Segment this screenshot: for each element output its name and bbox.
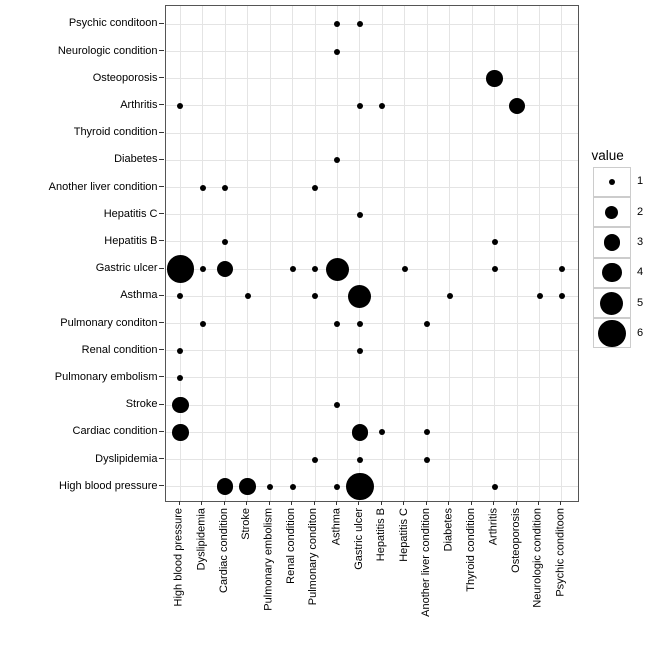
axis-tick [246,501,247,506]
x-axis-label: Thyroid condition [464,507,477,592]
legend-value-label: 6 [637,326,644,339]
x-axis-label: Gastric ulcer [352,507,365,570]
axis-tick [381,501,382,506]
x-axis-label: Hepatitis C [397,507,410,562]
data-point [326,258,349,281]
axis-tick [314,501,315,506]
data-point [172,424,189,441]
data-point [217,478,234,495]
gridline [166,377,578,378]
x-axis-label: Cardiac condition [217,507,230,593]
data-point [312,266,318,272]
data-point [290,266,296,272]
axis-tick [159,213,164,214]
axis-tick [159,186,164,187]
gridline [517,6,518,501]
y-axis-label: Osteoporosis [92,71,158,84]
gridline [202,6,203,501]
axis-tick [403,501,404,506]
axis-tick [426,501,427,506]
data-point [492,239,498,245]
y-axis-label: Another liver condition [48,180,158,193]
data-point [379,103,385,109]
gridline [561,6,562,501]
axis-tick [159,159,164,160]
axis-tick [291,501,292,506]
data-point [334,402,340,408]
axis-tick [159,295,164,296]
axis-tick [159,431,164,432]
data-point [334,21,340,27]
legend-value-label: 2 [637,205,644,218]
legend-value-label: 5 [637,296,644,309]
data-point [424,321,430,327]
data-point [334,484,340,490]
data-point [239,478,256,495]
data-point [222,239,228,245]
x-axis-label: Renal condition [285,507,298,584]
legend-key-dot-icon [605,206,618,219]
axis-tick [516,501,517,506]
gridline [247,6,248,501]
data-point [348,285,371,308]
data-point [357,457,363,463]
y-axis-label: Dyslipidemia [95,452,158,465]
data-point [290,484,296,490]
y-axis-label: Arthritis [120,98,158,111]
legend-key-dot-icon [600,292,623,315]
axis-tick [493,501,494,506]
axis-tick [159,50,164,51]
x-axis-label: Arthritis [487,507,500,545]
gridline [337,6,338,501]
data-point [200,185,206,191]
data-point [217,261,234,278]
axis-tick [159,132,164,133]
x-axis-label: Osteoporosis [509,507,522,573]
y-axis-label: Pulmonary conditon [60,316,158,329]
data-point [222,185,228,191]
x-axis-label: Stroke [240,507,253,540]
data-point [424,457,430,463]
plot-panel [165,5,579,502]
gridline [166,459,578,460]
data-point [537,293,543,299]
axis-tick [159,77,164,78]
gridline [166,51,578,52]
data-point [346,473,374,501]
data-point [559,266,565,272]
data-point [424,429,430,435]
gridline [225,6,226,501]
data-point [357,21,363,27]
legend-title: value [591,148,624,163]
y-axis-label: Hepatitis B [104,234,158,247]
legend-key [593,288,632,318]
axis-tick [269,501,270,506]
axis-tick [538,501,539,506]
legend-key [593,167,632,197]
gridline [166,405,578,406]
x-axis-label: Neurologic condition [532,507,544,608]
x-axis-label: Psychic conditoon [554,507,567,597]
data-point [200,321,206,327]
gridline [292,6,293,501]
axis-tick [159,485,164,486]
gridline [166,350,578,351]
y-axis-label: Asthma [120,289,158,302]
gridline [166,214,578,215]
x-axis-label: Another liver condition [419,507,432,617]
data-point [357,348,363,354]
axis-tick [159,268,164,269]
gridline [166,133,578,134]
axis-tick [224,501,225,506]
axis-tick [159,104,164,105]
axis-tick [159,376,164,377]
legend-key [593,227,632,257]
axis-tick [159,349,164,350]
gridline [472,6,473,501]
x-axis-label: Diabetes [442,507,455,551]
data-point [177,348,183,354]
axis-tick [159,240,164,241]
legend-value-label: 4 [637,266,644,279]
axis-tick [201,501,202,506]
y-axis-label: Gastric ulcer [95,262,158,275]
data-point [357,103,363,109]
y-axis-label: Pulmonary embolism [54,370,158,383]
x-axis-label: Pulmonary embolism [262,507,275,611]
gridline [166,432,578,433]
y-axis-label: Neurologic condition [57,44,158,57]
data-point [357,321,363,327]
x-axis-label: High blood pressure [172,507,185,606]
y-axis-label: Thyroid condition [73,126,158,139]
gridline [315,6,316,501]
y-axis-label: Cardiac condition [72,425,158,438]
data-point [492,266,498,272]
legend-key-dot-icon [604,234,621,251]
axis-tick [448,501,449,506]
legend-key [593,258,632,288]
legend-key [593,318,632,348]
axis-tick [179,501,180,506]
legend-value-label: 1 [637,175,644,188]
data-point [177,293,183,299]
axis-tick [336,501,337,506]
data-point [177,375,183,381]
data-point [312,293,318,299]
data-point [559,293,565,299]
data-point [334,49,340,55]
gridline [449,6,450,501]
x-axis-label: Asthma [329,507,342,545]
y-axis-label: Stroke [125,398,158,411]
axis-tick [358,501,359,506]
data-point [245,293,251,299]
data-point [334,157,340,163]
gridline [270,6,271,501]
gridline [427,6,428,501]
gridline [382,6,383,501]
data-point [200,266,206,272]
gridline [166,323,578,324]
data-point [167,255,195,283]
gridline [166,160,578,161]
gridline [539,6,540,501]
axis-tick [471,501,472,506]
data-point [172,397,189,414]
axis-tick [560,501,561,506]
x-axis-label: Hepatitis B [374,507,387,561]
data-point [447,293,453,299]
x-axis-label: Dyslipidemia [195,507,208,570]
data-point [402,266,408,272]
legend-key-dot-icon [598,320,626,348]
data-point [352,424,369,441]
y-axis-label: High blood pressure [59,479,158,492]
data-point [379,429,385,435]
legend-key-dot-icon [609,179,615,185]
gridline [166,24,578,25]
legend-key [593,197,632,227]
data-point [267,484,273,490]
data-point [334,321,340,327]
gridline [166,296,578,297]
axis-tick [159,322,164,323]
data-point [312,457,318,463]
data-point [486,70,503,87]
y-axis-label: Diabetes [114,153,158,166]
data-point [357,212,363,218]
data-point [509,98,526,115]
data-point [492,484,498,490]
axis-tick [159,23,164,24]
gridline [166,78,578,79]
legend-value-label: 3 [637,235,644,248]
axis-tick [159,458,164,459]
legend-key-dot-icon [602,263,622,283]
y-axis-label: Renal condition [81,343,158,356]
axis-tick [159,404,164,405]
data-point [312,185,318,191]
x-axis-label: Pulmonary conditon [307,507,320,605]
y-axis-label: Psychic conditoon [68,17,158,30]
gridline [404,6,405,501]
data-point [177,103,183,109]
y-axis-label: Hepatitis C [103,207,158,220]
